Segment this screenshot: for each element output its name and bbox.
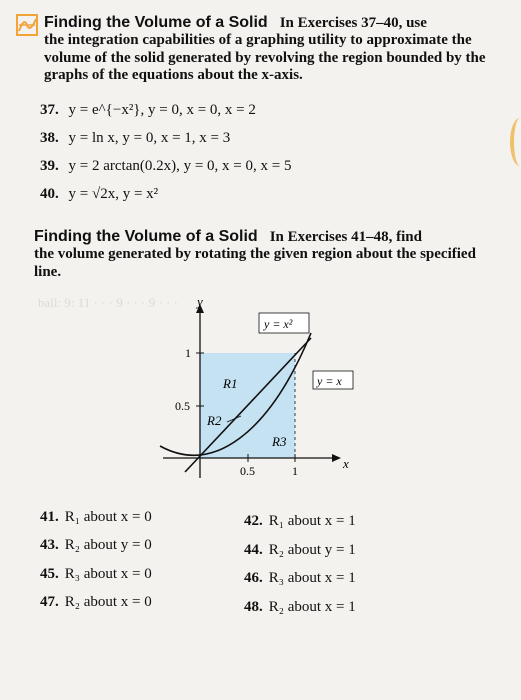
section-title: Finding the Volume of a Solid xyxy=(44,14,268,31)
exercise-39-equations: y = 2 arctan(0.2x), y = 0, x = 0, x = 5 xyxy=(68,158,292,174)
problem-43: 43. R₂ about y = 0 xyxy=(40,537,152,553)
x-tick-label-1: 1 xyxy=(292,464,298,478)
region-figure xyxy=(155,298,355,498)
x-axis-arrow xyxy=(332,454,341,462)
region-label-r3: R3 xyxy=(272,434,287,449)
problem-42: 42. R₁ about x = 1 xyxy=(244,513,356,529)
problem-47: 47. R₂ about x = 0 xyxy=(40,594,152,610)
y-axis-label: y xyxy=(197,298,203,309)
problem-41: 41. R₁ about x = 0 xyxy=(40,509,152,525)
exercise-39: 39. y = 2 arctan(0.2x), y = 0, x = 0, x = 5 xyxy=(40,158,292,174)
section-volume-of-solid-41-48 xyxy=(34,228,499,281)
section-body-2: the volume generated by rotating the given region about the specified line. xyxy=(34,246,476,280)
exercise-38: 38. y = ln x, y = 0, x = 1, x = 3 xyxy=(40,130,231,146)
bleed-through-text: ball: 9: 11 · · · 9 · · · 9 · · · xyxy=(38,295,178,310)
y-tick-label-1: 1 xyxy=(185,346,191,360)
problem-45: 45. R₃ about x = 0 xyxy=(40,566,152,582)
x-axis-label: x xyxy=(343,456,349,471)
exercise-40: 40. y = √2x, y = x² xyxy=(40,186,159,202)
y-tick-label-0-5: 0.5 xyxy=(175,399,190,413)
curve-label-x-squared: y = x² xyxy=(264,317,293,331)
section-body: the integration capabilities of a graphing utility to approximate the volume of the solid generated by revolving the region bounded by the graphs of the equations about the x-axis. xyxy=(44,32,486,83)
section-title-2: Finding the Volume of a Solid xyxy=(34,228,258,245)
section-volume-of-solid-37-40 xyxy=(44,14,499,85)
problem-44: 44. R₂ about y = 1 xyxy=(244,542,356,558)
page-edge-shadow xyxy=(510,118,521,166)
region-label-r1: R1 xyxy=(223,376,238,391)
region-label-r2: R2 xyxy=(207,413,222,428)
exercise-38-equations: y = ln x, y = 0, x = 1, x = 3 xyxy=(68,130,231,146)
exercise-37: 37. y = e^{−x²}, y = 0, x = 0, x = 2 xyxy=(40,102,256,118)
exercise-40-equations: y = √2x, y = x² xyxy=(68,186,159,202)
exercise-37-equations: y = e^{−x²}, y = 0, x = 0, x = 2 xyxy=(68,102,256,118)
section-lead-2: In Exercises 41–48, find xyxy=(269,229,422,245)
problem-46: 46. R₃ about x = 1 xyxy=(244,570,356,586)
curve-label-x: y = x xyxy=(317,374,342,388)
graphing-utility-icon xyxy=(16,14,38,36)
x-tick-label-0-5: 0.5 xyxy=(240,464,255,478)
section-lead: In Exercises 37–40, use xyxy=(279,15,427,31)
problem-48: 48. R₂ about x = 1 xyxy=(244,599,356,615)
